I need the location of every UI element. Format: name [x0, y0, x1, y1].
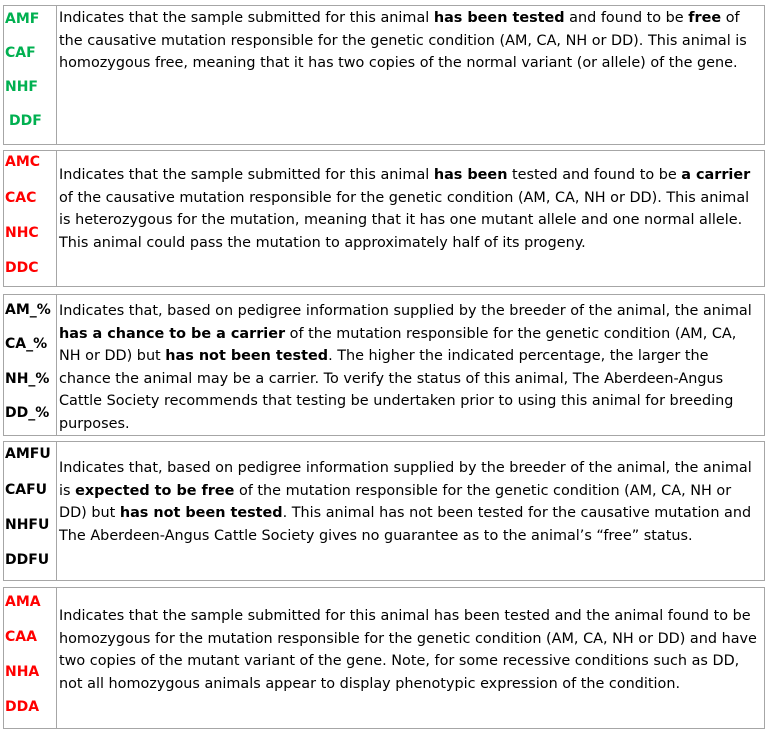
status-code: NHA — [5, 664, 40, 680]
status-code: AMC — [5, 154, 41, 170]
emphasis-text: a carrier — [681, 167, 751, 183]
status-code: DDA — [5, 699, 40, 715]
status-code: CAA — [5, 629, 37, 645]
description-text: Indicates that the sample submitted for this animal — [59, 167, 434, 183]
status-code: CAC — [5, 190, 37, 206]
description-text: Indicates that, based on pedigree information supplied by the breeder of the animal, the animal is — [59, 460, 752, 499]
status-code: DDFU — [5, 552, 50, 568]
status-code: CAF — [5, 45, 36, 61]
status-code: NHFU — [5, 517, 50, 533]
description-text: of the mutation responsible for the genetic condition (AM, CA, NH or DD) but — [59, 325, 737, 364]
status-code: CA_% — [5, 336, 48, 352]
description-text: of the causative mutation responsible for the genetic condition (AM, CA, NH or DD). This animal is heterozygous for the mutation, meaning that it has one mutant allele and one normal allele. This animal could pass the mutation to approximately half of its progeny. — [59, 189, 750, 251]
emphasis-text: expected to be free — [75, 482, 235, 499]
description-text: of the causative mutation responsible for the genetic condition (AM, CA, NH or DD). This animal is homozygous free, meaning that it has two copies of the normal variant (or allele) of the gene. — [59, 10, 747, 71]
status-code: AMF — [5, 11, 40, 27]
status-description — [59, 164, 760, 254]
status-code: DDC — [5, 260, 39, 276]
status-code: NHC — [5, 225, 39, 241]
legend-row-affected — [3, 587, 765, 729]
status-code: AMA — [5, 594, 41, 610]
status-description — [59, 457, 760, 547]
description-text: Indicates that the sample submitted for this animal has been tested and the animal found to be homozygous for the mutation responsible for the genetic condition (AM, CA, NH or DD) and have two copies of the mutant variant of the gene. Note, for some recessive conditions such as DD, not all homozygous animals appear to display phenotypic expression of the condition. — [59, 608, 757, 692]
status-description — [59, 7, 760, 75]
legend-row-chance-carrier — [3, 294, 765, 436]
code-column — [4, 442, 57, 580]
description-text: of the mutation responsible for the genetic condition (AM, CA, NH or DD) but — [59, 482, 732, 521]
description-text: tested and found to be — [507, 167, 682, 183]
status-code: NH_% — [5, 371, 50, 387]
emphasis-text: has a chance to be a carrier — [59, 325, 286, 342]
description-text: Indicates that the sample submitted for this animal — [59, 10, 434, 26]
code-column — [4, 588, 57, 728]
status-description — [59, 300, 760, 435]
legend-row-carrier — [3, 150, 765, 287]
emphasis-text: has not been tested — [165, 348, 329, 364]
description-text: and found to be — [564, 10, 689, 26]
status-code: CAFU — [5, 482, 48, 498]
status-code: DD_% — [5, 405, 50, 421]
emphasis-text: has been — [433, 167, 508, 183]
code-column — [4, 6, 57, 144]
status-code: AMFU — [5, 446, 51, 462]
description-text: . The higher the indicated percentage, the larger the chance the animal may be a carrier. To verify the status of this animal, The Aberdeen-Angus Cattle Society recommends that testing be undertaken prior to using this animal for breeding purposes. — [59, 348, 734, 432]
emphasis-text: has not been tested — [119, 505, 283, 521]
description-text: . This animal has not been tested for the causative mutation and The Aberdeen-Angus Cattle Society gives no guarantee as to the animal’s “free” status. — [59, 505, 752, 544]
status-code: NHF — [5, 79, 38, 95]
legend-row-free — [3, 5, 765, 145]
description-text: Indicates that, based on pedigree information supplied by the breeder of the animal, the animal — [59, 303, 752, 319]
emphasis-text: has been tested — [433, 10, 565, 26]
legend-row-expected-free — [3, 441, 765, 581]
status-code: AM_% — [5, 302, 51, 318]
status-description — [59, 605, 760, 695]
code-column — [4, 295, 57, 435]
emphasis-text: free — [688, 10, 722, 26]
code-column — [4, 151, 57, 286]
status-code: DDF — [9, 113, 42, 129]
